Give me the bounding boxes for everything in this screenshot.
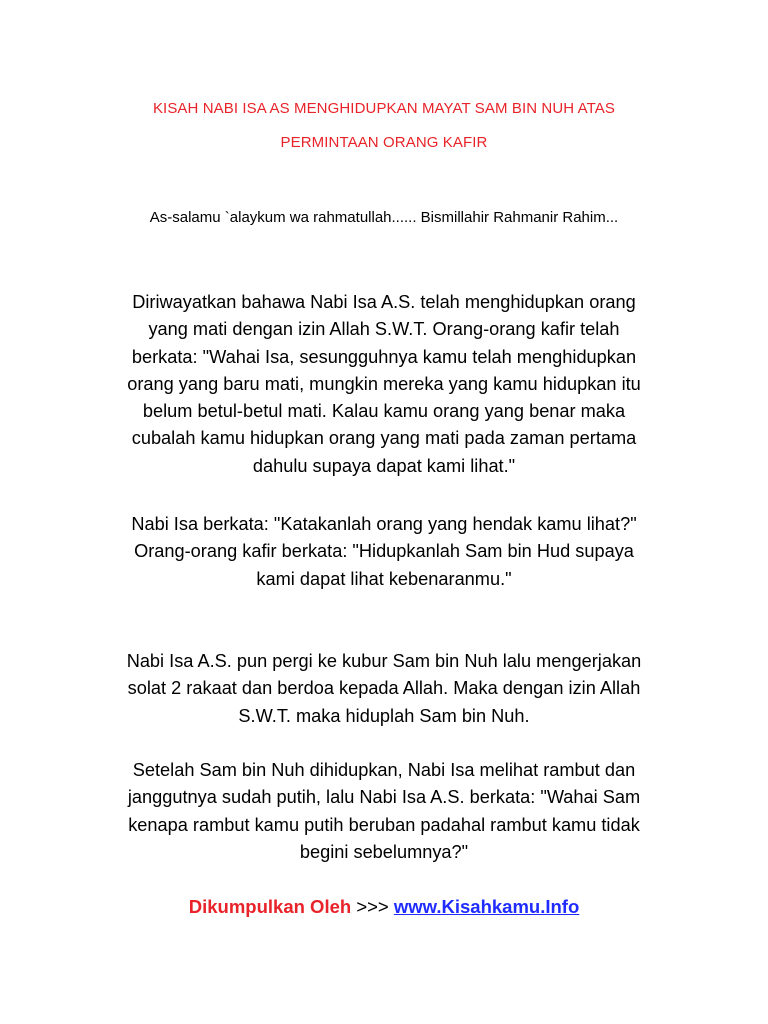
footer-credit	[40, 893, 728, 921]
paragraph-3	[60, 648, 708, 730]
paragraph-line: yang mati dengan izin Allah S.W.T. Orang-orang kafir telah	[148, 319, 620, 340]
paragraph-line: Diriwayatkan bahawa Nabi Isa A.S. telah menghidupkan orang	[132, 292, 636, 312]
paragraph-line: Orang-orang kafir berkata: "Hidupkanlah Sam bin Hud supaya	[134, 541, 634, 562]
footer-label: Dikumpulkan Oleh	[188, 896, 352, 917]
paragraph-line: Nabi Isa berkata: "Katakanlah orang yang hendak kamu lihat?"	[131, 514, 637, 534]
title-line-1: KISAH NABI ISA AS MENGHIDUPKAN MAYAT SAM BIN NUH ATAS	[152, 100, 616, 117]
paragraph-line: S.W.T. maka hiduplah Sam bin Nuh.	[238, 705, 530, 726]
page-title	[40, 92, 728, 160]
paragraph-2	[60, 511, 708, 593]
paragraph-line: kenapa rambut kamu putih beruban padahal rambut kamu tidak	[128, 814, 640, 835]
title-line-2: PERMINTAAN ORANG KAFIR	[280, 134, 488, 151]
paragraph-line: berkata: "Wahai Isa, sesungguhnya kamu telah menghidupkan	[131, 346, 637, 367]
paragraph-line: cubalah kamu hidupkan orang yang mati pada zaman pertama	[131, 428, 637, 449]
paragraph-line: solat 2 rakaat dan berdoa kepada Allah. Maka dengan izin Allah	[127, 678, 641, 699]
paragraph-line: Nabi Isa A.S. pun pergi ke kubur Sam bin Nuh lalu mengerjakan	[126, 651, 642, 671]
paragraph-line: janggutnya sudah putih, lalu Nabi Isa A.S. berkata: "Wahai Sam	[127, 787, 641, 808]
paragraph-line: Setelah Sam bin Nuh dihidupkan, Nabi Isa melihat rambut dan	[132, 760, 636, 780]
paragraph-line: kami dapat lihat kebenaranmu."	[256, 568, 512, 589]
paragraph-4	[60, 757, 708, 866]
paragraph-1	[60, 289, 708, 480]
paragraph-line: belum betul-betul mati. Kalau kamu orang yang benar maka	[142, 401, 626, 422]
paragraph-line: begini sebelumnya?"	[299, 841, 469, 862]
paragraph-line: orang yang baru mati, mungkin mereka yang kamu hidupkan itu	[127, 373, 641, 394]
paragraph-line: dahulu supaya dapat kami lihat."	[252, 455, 516, 476]
footer-arrows: >>>	[356, 896, 389, 917]
greeting-text: As-salamu `alaykum wa rahmatullah...... Bismillahir Rahmanir Rahim...	[149, 209, 619, 226]
footer-link[interactable]: www.Kisahkamu.Info	[393, 896, 580, 917]
